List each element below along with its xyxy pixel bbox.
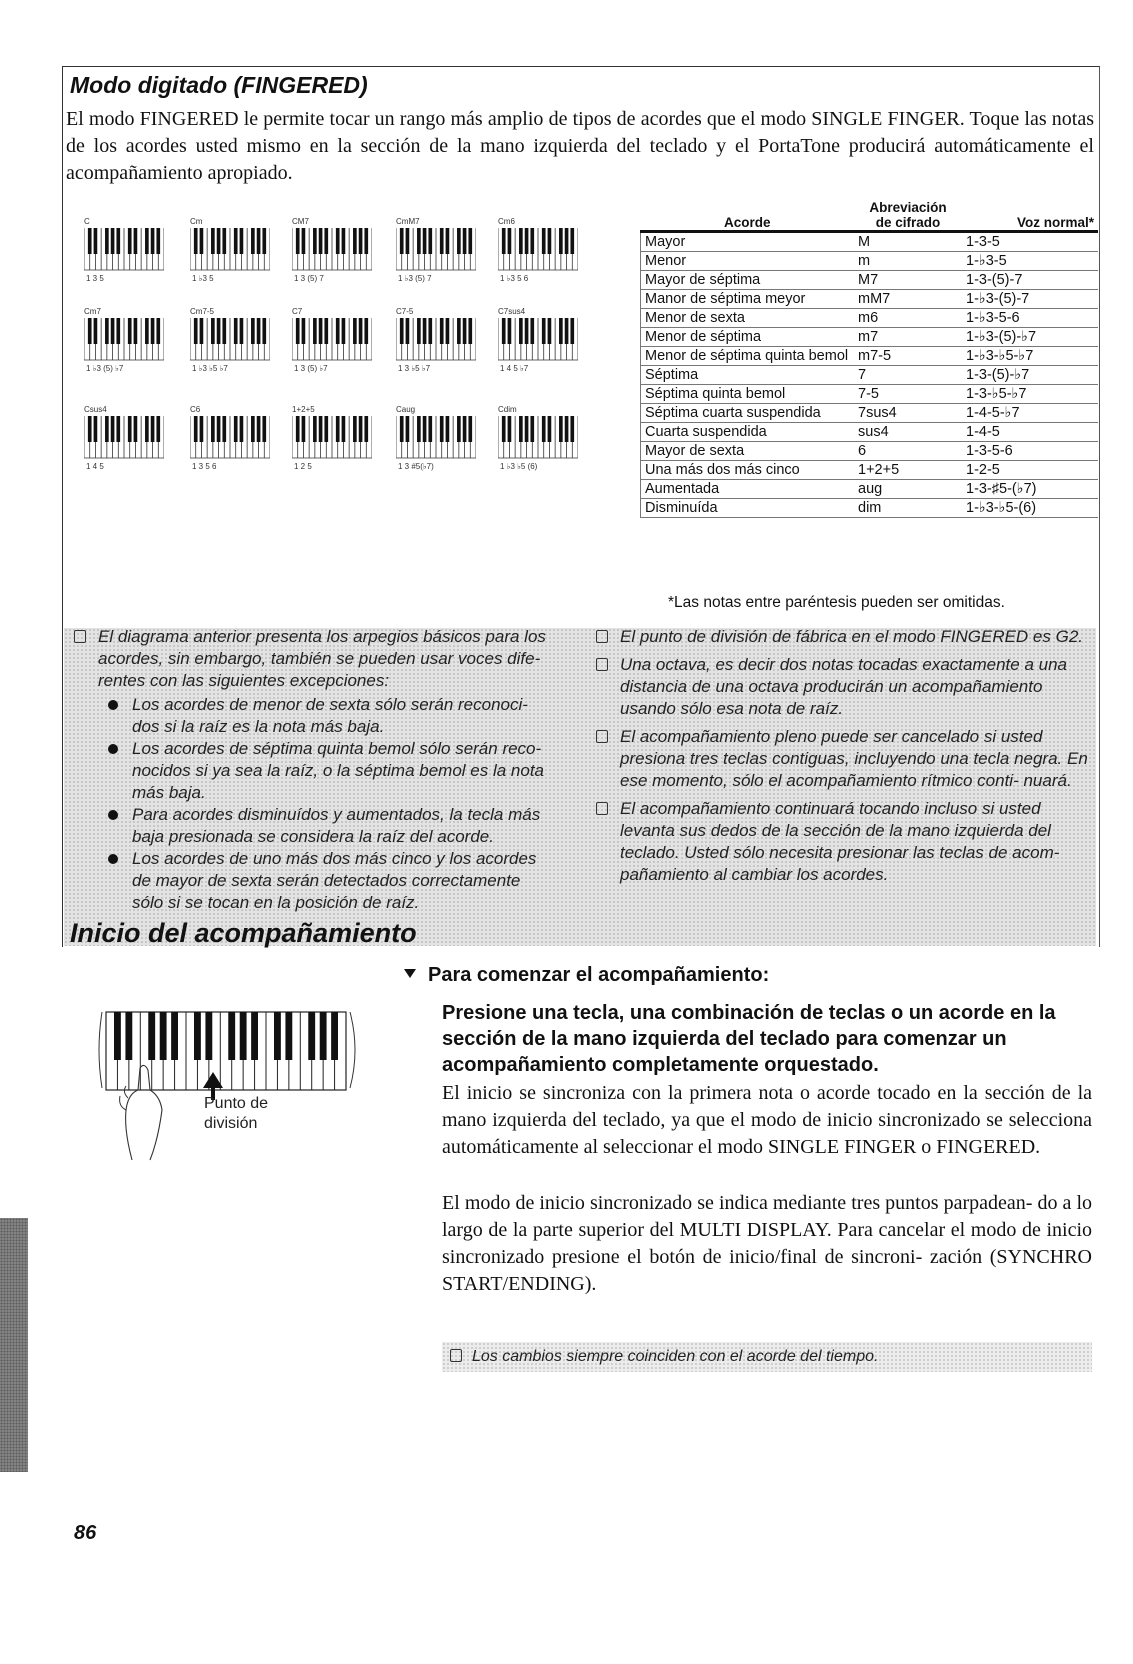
chord-diagram-name: C7 — [292, 307, 303, 316]
table-cell: Séptima cuarta suspendida — [641, 404, 855, 423]
keyboard-icon — [84, 228, 164, 272]
chord-table — [640, 200, 1098, 518]
table-row — [641, 499, 1099, 518]
table-cell: m7-5 — [854, 347, 962, 366]
table-cell: Mayor — [641, 232, 855, 252]
table-cell: 7 — [854, 366, 962, 385]
table-cell: 1-♭3-(5)-♭7 — [962, 328, 1098, 347]
chord-diagram-name: CM7 — [292, 217, 309, 226]
table-row — [641, 366, 1099, 385]
table-cell: Mayor de séptima — [641, 271, 855, 290]
side-tab-marker — [0, 1218, 28, 1472]
table-cell: 1-3-(5)-7 — [962, 271, 1098, 290]
table-cell: Séptima quinta bemol — [641, 385, 855, 404]
table-cell: Aumentada — [641, 480, 855, 499]
bullet-icon — [108, 700, 118, 710]
chord-diagram-name: 1+2+5 — [292, 405, 315, 414]
notes-area — [64, 628, 1096, 946]
table-cell: 6 — [854, 442, 962, 461]
table-cell: m — [854, 252, 962, 271]
table-cell: 1-4-5-♭7 — [962, 404, 1098, 423]
chord-fingering: 1 3 #5(♭7) — [398, 462, 434, 471]
chord-fingering: 1 3 (5) ♭7 — [294, 364, 328, 373]
table-row — [641, 404, 1099, 423]
table-cell: m7 — [854, 328, 962, 347]
table-cell: aug — [854, 480, 962, 499]
table-row — [641, 423, 1099, 442]
table-row — [641, 328, 1099, 347]
chord-diagram-name: Cm7-5 — [190, 307, 215, 316]
table-footnote: *Las notas entre paréntesis pueden ser omitidas. — [668, 594, 1005, 611]
table-cell: Menor — [641, 252, 855, 271]
table-header-row — [641, 200, 1099, 232]
note-checkbox-icon — [596, 630, 608, 643]
note-item: El diagrama anterior presenta los arpegios básicos para los acordes, sin embargo, también se pueden usar voces dife- rentes con las siguientes excepciones: — [70, 626, 548, 692]
table-row — [641, 252, 1099, 271]
keyboard-hand-icon — [98, 1010, 378, 1170]
chord-diagram-name: CmM7 — [396, 217, 420, 226]
keyboard-icon — [292, 416, 372, 460]
table-cell: Manor de séptima meyor — [641, 290, 855, 309]
table-cell: sus4 — [854, 423, 962, 442]
paragraph-display: El modo de inicio sincronizado se indica mediante tres puntos parpadean- do a lo largo de la parte superior del MULTI DISPLAY. Para cancelar el modo de inicio sincronizado presione el botón de inicio/final de sincroni- zación (SYNCHRO START/ENDING). — [442, 1192, 1092, 1295]
chord-fingering: 1 4 5 — [86, 462, 104, 471]
bullet-item: Los acordes de uno más dos más cinco y los acordes de mayor de sexta serán detectados correctamente sólo si se tocan en la posición de raíz. — [70, 848, 548, 914]
table-cell: M7 — [854, 271, 962, 290]
notes-left — [70, 626, 548, 914]
keyboard-icon — [292, 228, 372, 272]
table-cell: 1-♭3-5-6 — [962, 309, 1098, 328]
table-cell: M — [854, 232, 962, 252]
chord-fingering: 1 3 5 — [86, 274, 104, 283]
keyboard-icon — [396, 416, 476, 460]
table-row — [641, 309, 1099, 328]
table-cell: m6 — [854, 309, 962, 328]
table-cell: 1-♭3-5 — [962, 252, 1098, 271]
table-cell: Menor de sexta — [641, 309, 855, 328]
note-checkbox-icon — [74, 630, 86, 643]
table-cell: 1-2-5 — [962, 461, 1098, 480]
table-cell: Menor de séptima quinta bemol — [641, 347, 855, 366]
chord-diagram-name: Cdim — [498, 405, 517, 414]
note-item: El punto de división de fábrica en el modo FINGERED es G2. — [592, 626, 1092, 648]
keyboard-icon — [498, 228, 578, 272]
chord-fingering: 1 3 5 6 — [192, 462, 217, 471]
table-cell: Disminuída — [641, 499, 855, 518]
table-cell: Séptima — [641, 366, 855, 385]
table-cell: Mayor de sexta — [641, 442, 855, 461]
table-cell: Menor de séptima — [641, 328, 855, 347]
table-cell: 7-5 — [854, 385, 962, 404]
bullet-item: Para acordes disminuídos y aumentados, la tecla más baja presionada se considera la raíz del acorde. — [70, 804, 548, 848]
intro-paragraph: El modo FINGERED le permite tocar un rango más amplio de tipos de acordes que el modo SINGLE FINGER. Toque las notas de los acordes usted mismo en la sección de la mano izquierda del teclado y el PortaTone producirá automáticamente el acompañamiento apropiado. — [66, 108, 1094, 184]
split-point-label: Punto de división — [204, 1095, 269, 1132]
note-checkbox-icon — [450, 1349, 462, 1362]
table-cell: Cuarta suspendida — [641, 423, 855, 442]
table-cell: 1-3-(5)-♭7 — [962, 366, 1098, 385]
table-cell: 1-3-5-6 — [962, 442, 1098, 461]
chord-diagram-name: Cm6 — [498, 217, 515, 226]
table-cell: 1-♭3-♭5-♭7 — [962, 347, 1098, 366]
chord-diagram-name: C7-5 — [396, 307, 414, 316]
chord-fingering: 1 4 5 ♭7 — [500, 364, 529, 373]
chord-fingering: 1 ♭3 ♭5 ♭7 — [192, 364, 228, 373]
keyboard-icon — [190, 318, 270, 362]
table-row — [641, 385, 1099, 404]
table-cell: 1-♭3-(5)-7 — [962, 290, 1098, 309]
table-row — [641, 442, 1099, 461]
chord-fingering: 1 3 (5) 7 — [294, 274, 324, 283]
table-cell: 1-3-♭5-♭7 — [962, 385, 1098, 404]
bullet-icon — [108, 744, 118, 754]
bullet-icon — [108, 854, 118, 864]
chord-diagram-name: C7sus4 — [498, 307, 526, 316]
chord-diagram-name: C — [84, 217, 90, 226]
table-row — [641, 461, 1099, 480]
subheading: Para comenzar el acompañamiento: — [404, 964, 769, 987]
note-item: El acompañamiento pleno puede ser cancelado si usted presiona tres teclas contiguas, incluyendo una tecla negra. En ese momento, sólo el acompañamiento rítmico conti- nuará. — [592, 726, 1092, 792]
triangle-down-icon — [404, 969, 416, 978]
bullet-item: Los acordes de menor de sexta sólo serán reconoci- dos si la raíz es la nota más baja. — [70, 694, 548, 738]
note-checkbox-icon — [596, 802, 608, 815]
split-point-illustration — [98, 1010, 378, 1175]
table-row — [641, 271, 1099, 290]
chord-fingering: 1 ♭3 (5) 7 — [398, 274, 432, 283]
table-row — [641, 480, 1099, 499]
chord-fingering: 1 2 5 — [294, 462, 312, 471]
chord-diagram-name: Cm — [190, 217, 203, 226]
chord-fingering: 1 3 ♭5 ♭7 — [398, 364, 431, 373]
keyboard-icon — [190, 228, 270, 272]
chord-fingering: 1 ♭3 ♭5 (6) — [500, 462, 538, 471]
notes-right — [592, 626, 1092, 886]
chord-fingering: 1 ♭3 5 — [192, 274, 214, 283]
keyboard-icon — [84, 416, 164, 460]
keyboard-icon — [84, 318, 164, 362]
paragraph-sync: El inicio se sincroniza con la primera nota o acorde tocado en la sección de la mano izquierda del teclado, ya que el modo de inicio sincronizado se selecciona automáticamente al seleccionar el modo SINGLE FINGER o FINGERED. — [442, 1082, 1092, 1158]
keyboard-icon — [498, 416, 578, 460]
table-cell: dim — [854, 499, 962, 518]
table-cell: 1-3-♯5-(♭7) — [962, 480, 1098, 499]
table-cell: 1-♭3-♭5-(6) — [962, 499, 1098, 518]
keyboard-icon — [498, 318, 578, 362]
keyboard-icon — [190, 416, 270, 460]
header-voz: Voz normal* — [962, 200, 1098, 232]
table-cell: 1+2+5 — [854, 461, 962, 480]
chord-diagram-name: Cm7 — [84, 307, 101, 316]
table-cell: 1-4-5 — [962, 423, 1098, 442]
header-abreviacion: Abreviación de cifrado — [854, 200, 962, 232]
bullet-icon — [108, 810, 118, 820]
table-row — [641, 347, 1099, 366]
page-number: 86 — [74, 1522, 97, 1544]
instruction-bold: Presione una tecla, una combinación de teclas o un acorde en la sección de la mano izquierda del teclado para comenzar un acompañamiento completamente orquestado. — [442, 1002, 1056, 1076]
note-item: Una octava, es decir dos notas tocadas exactamente a una distancia de una octava producirán un acompañamiento usando sólo esa nota de raíz. — [592, 654, 1092, 720]
header-acorde: Acorde — [641, 200, 855, 232]
chord-fingering: 1 ♭3 (5) ♭7 — [86, 364, 124, 373]
table-cell: Una más dos más cinco — [641, 461, 855, 480]
table-row — [641, 232, 1099, 252]
keyboard-icon — [396, 318, 476, 362]
section-title: Modo digitado (FINGERED) — [70, 72, 368, 98]
table-cell: 7sus4 — [854, 404, 962, 423]
table-cell: mM7 — [854, 290, 962, 309]
keyboard-icon — [396, 228, 476, 272]
note-checkbox-icon — [596, 658, 608, 671]
note-checkbox-icon — [596, 730, 608, 743]
bullet-item: Los acordes de séptima quinta bemol sólo serán reco- nocidos si ya sea la raíz, o la séptima bemol es la nota más baja. — [70, 738, 548, 804]
note-item: El acompañamiento continuará tocando incluso si usted levanta sus dedos de la sección de la mano izquierda del teclado. Usted sólo necesita presionar las teclas de acom- pañamiento al cambiar los acordes. — [592, 798, 1092, 886]
section-heading-inicio: Inicio del acompañamiento — [70, 918, 417, 948]
chord-fingering: 1 ♭3 5 6 — [500, 274, 529, 283]
chord-diagram-name: Caug — [396, 405, 416, 414]
chord-diagram-name: Csus4 — [84, 405, 107, 414]
table-cell: 1-3-5 — [962, 232, 1098, 252]
bottom-note: Los cambios siempre coinciden con el acorde del tiempo. — [442, 1342, 1092, 1372]
chord-diagram-name: C6 — [190, 405, 201, 414]
keyboard-icon — [292, 318, 372, 362]
table-row — [641, 290, 1099, 309]
